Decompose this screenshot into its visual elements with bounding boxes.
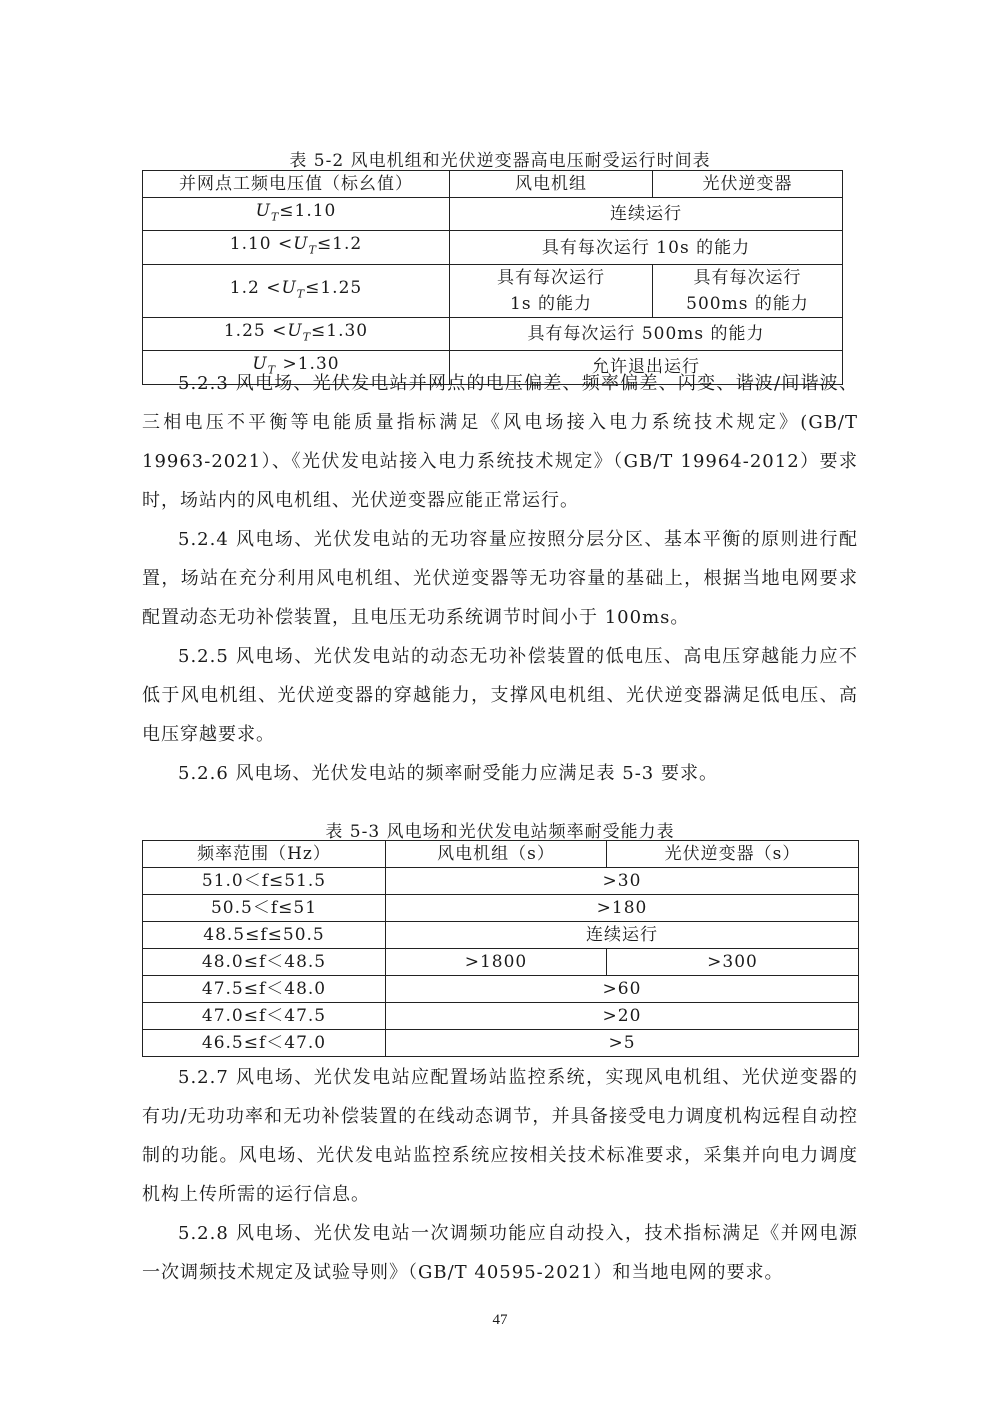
table-cell-merged: >20 [386,1003,859,1030]
table-cell-merged: 允许退出运行 [450,351,843,384]
table-5-2 [142,170,843,385]
table-cell-range: 47.0≤f＜47.5 [143,1003,386,1030]
table-header-pv: 光伏逆变器 [653,171,843,198]
table-cell-range: 48.0≤f＜48.5 [143,949,386,976]
table-cell-range: 51.0＜f≤51.5 [143,868,386,895]
table-5-3-caption: 表 5-3 风电场和光伏发电站频率耐受能力表 [325,822,675,842]
table-header-pv: 光伏逆变器（s） [607,841,859,868]
table-header-frequency: 频率范围（Hz） [143,841,386,868]
paragraph-5-2-8: 5.2.8 风电场、光伏发电站一次调频功能应自动投入，技术指标满足《并网电源一次调频技术规定及试验导则》（GB/T 40595-2021）和当地电网的要求。 [142,1223,858,1283]
table-5-2-caption: 表 5-2 风电机组和光伏逆变器高电压耐受运行时间表 [289,151,711,171]
table-cell-merged: 连续运行 [386,922,859,949]
table-cell-range: 50.5＜f≤51 [143,895,386,922]
table-cell-range: 47.5≤f＜48.0 [143,976,386,1003]
paragraph-5-2-5: 5.2.5 风电场、光伏发电站的动态无功补偿装置的低电压、高电压穿越能力应不低于风电机组、光伏逆变器的穿越能力，支撑风电机组、光伏逆变器满足低电压、高电压穿越要求。 [142,646,858,745]
table-cell-range: $U_T\le 1.10$ [143,198,450,231]
table-cell-range: 48.5≤f≤50.5 [143,922,386,949]
page-number: 47 [492,1312,508,1328]
table-header-voltage: 并网点工频电压值（标幺值） [143,171,450,198]
table-cell-merged: >5 [386,1030,859,1057]
table-cell-range: $1.10 <U_T\le 1.2$ [143,231,450,264]
table-cell-merged: >60 [386,976,859,1003]
paragraph-5-2-6: 5.2.6 风电场、光伏发电站的频率耐受能力应满足表 5-3 要求。 [178,763,718,784]
table-cell-merged: >30 [386,868,859,895]
table-cell-merged: >180 [386,895,859,922]
table-cell-merged: 具有每次运行 500ms 的能力 [450,317,843,350]
table-cell-pv: 具有每次运行500ms 的能力 [653,264,843,317]
table-cell-pv: >300 [607,949,859,976]
table-cell-range: $1.25 <U_T\le 1.30$ [143,317,450,350]
table-cell-range: $1.2 <U_T\le 1.25$ [143,264,450,317]
table-5-3 [142,840,859,1057]
table-cell-wind: >1800 [386,949,607,976]
table-cell-merged: 具有每次运行 10s 的能力 [450,231,843,264]
paragraph-5-2-4: 5.2.4 风电场、光伏发电站的无功容量应按照分层分区、基本平衡的原则进行配置，场站在充分利用风电机组、光伏逆变器等无功容量的基础上，根据当地电网要求配置动态无功补偿装置，且电压无功系统调节时间小于 100ms。 [142,529,858,628]
table-cell-wind: 具有每次运行1s 的能力 [450,264,653,317]
table-cell-range: $U_T >1.30$ [143,351,450,384]
table-cell-merged: 连续运行 [450,198,843,231]
paragraph-5-2-3: 5.2.3 风电场、光伏发电站并网点的电压偏差、频率偏差、闪变、谐波/间谐波、三相电压不平衡等电能质量指标满足《风电场接入电力系统技术规定》(GB/T 19963-2021）、《光伏发电站接入电力系统技术规定》（GB/T 19964-2012）要求时，场站内的风电机组、光伏逆变器应能正常运行。 [142,373,858,511]
table-cell-range: 46.5≤f＜47.0 [143,1030,386,1057]
table-header-wind: 风电机组（s） [386,841,607,868]
table-header-wind: 风电机组 [450,171,653,198]
paragraph-5-2-7: 5.2.7 风电场、光伏发电站应配置场站监控系统，实现风电机组、光伏逆变器的有功/无功功率和无功补偿装置的在线动态调节，并具备接受电力调度机构远程自动控制的功能。风电场、光伏发电站监控系统应按相关技术标准要求，采集并向电力调度机构上传所需的运行信息。 [142,1067,858,1205]
